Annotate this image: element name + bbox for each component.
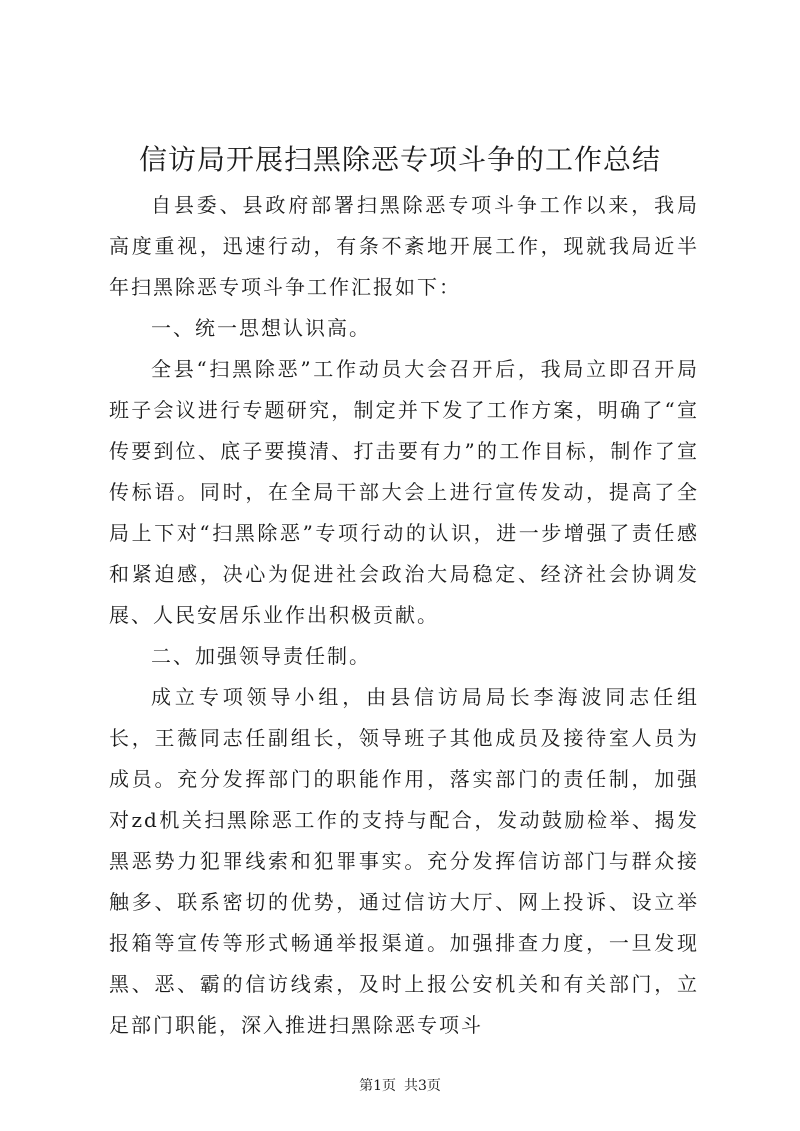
section-heading-2: 二、加强领导责任制。 — [151, 644, 371, 668]
section-heading-1: 一、统一思想认识高。 — [151, 316, 371, 340]
document-body — [109, 185, 699, 1046]
page-total: 共3页 — [404, 1078, 441, 1094]
page-footer — [0, 1077, 800, 1095]
paragraph-section-1: 全县“扫黑除恶”工作动员大会召开后，我局立即召开局班子会议进行专题研究，制定并下发了工作方案，明确了“宣传要到位、底子要摸清、打击要有力”的工作目标，制作了宣传标语。同时，在全局干部大会上进行宣传发动，提高了全局上下对“扫黑除恶”专项行动的认识，进一步增强了责任感和紧迫感，决心为促进社会政治大局稳定、经济社会协调发展、人民安居乐业作出积极贡献。 — [109, 357, 699, 627]
page-number: 第1页 — [359, 1078, 396, 1094]
paragraph-intro: 自县委、县政府部署扫黑除恶专项斗争工作以来，我局高度重视，迅速行动，有条不紊地开展工作，现就我局近半年扫黑除恶专项斗争工作汇报如下： — [109, 193, 699, 299]
paragraph-section-2: 成立专项领导小组，由县信访局局长李海波同志任组长，王薇同志任副组长，领导班子其他成员及接待室人员为成员。充分发挥部门的职能作用，落实部门的责任制，加强对zd机关扫黑除恶工作的支持与配合，发动鼓励检举、揭发黑恶势力犯罪线索和犯罪事实。充分发挥信访部门与群众接触多、联系密切的优势，通过信访大厅、网上投诉、设立举报箱等宣传等形式畅通举报渠道。加强排查力度，一旦发现黑、恶、霸的信访线索，及时上报公安机关和有关部门，立足部门职能，深入推进扫黑除恶专项斗 — [109, 685, 699, 1037]
document-title: 信访局开展扫黑除恶专项斗争的工作总结 — [138, 143, 661, 176]
